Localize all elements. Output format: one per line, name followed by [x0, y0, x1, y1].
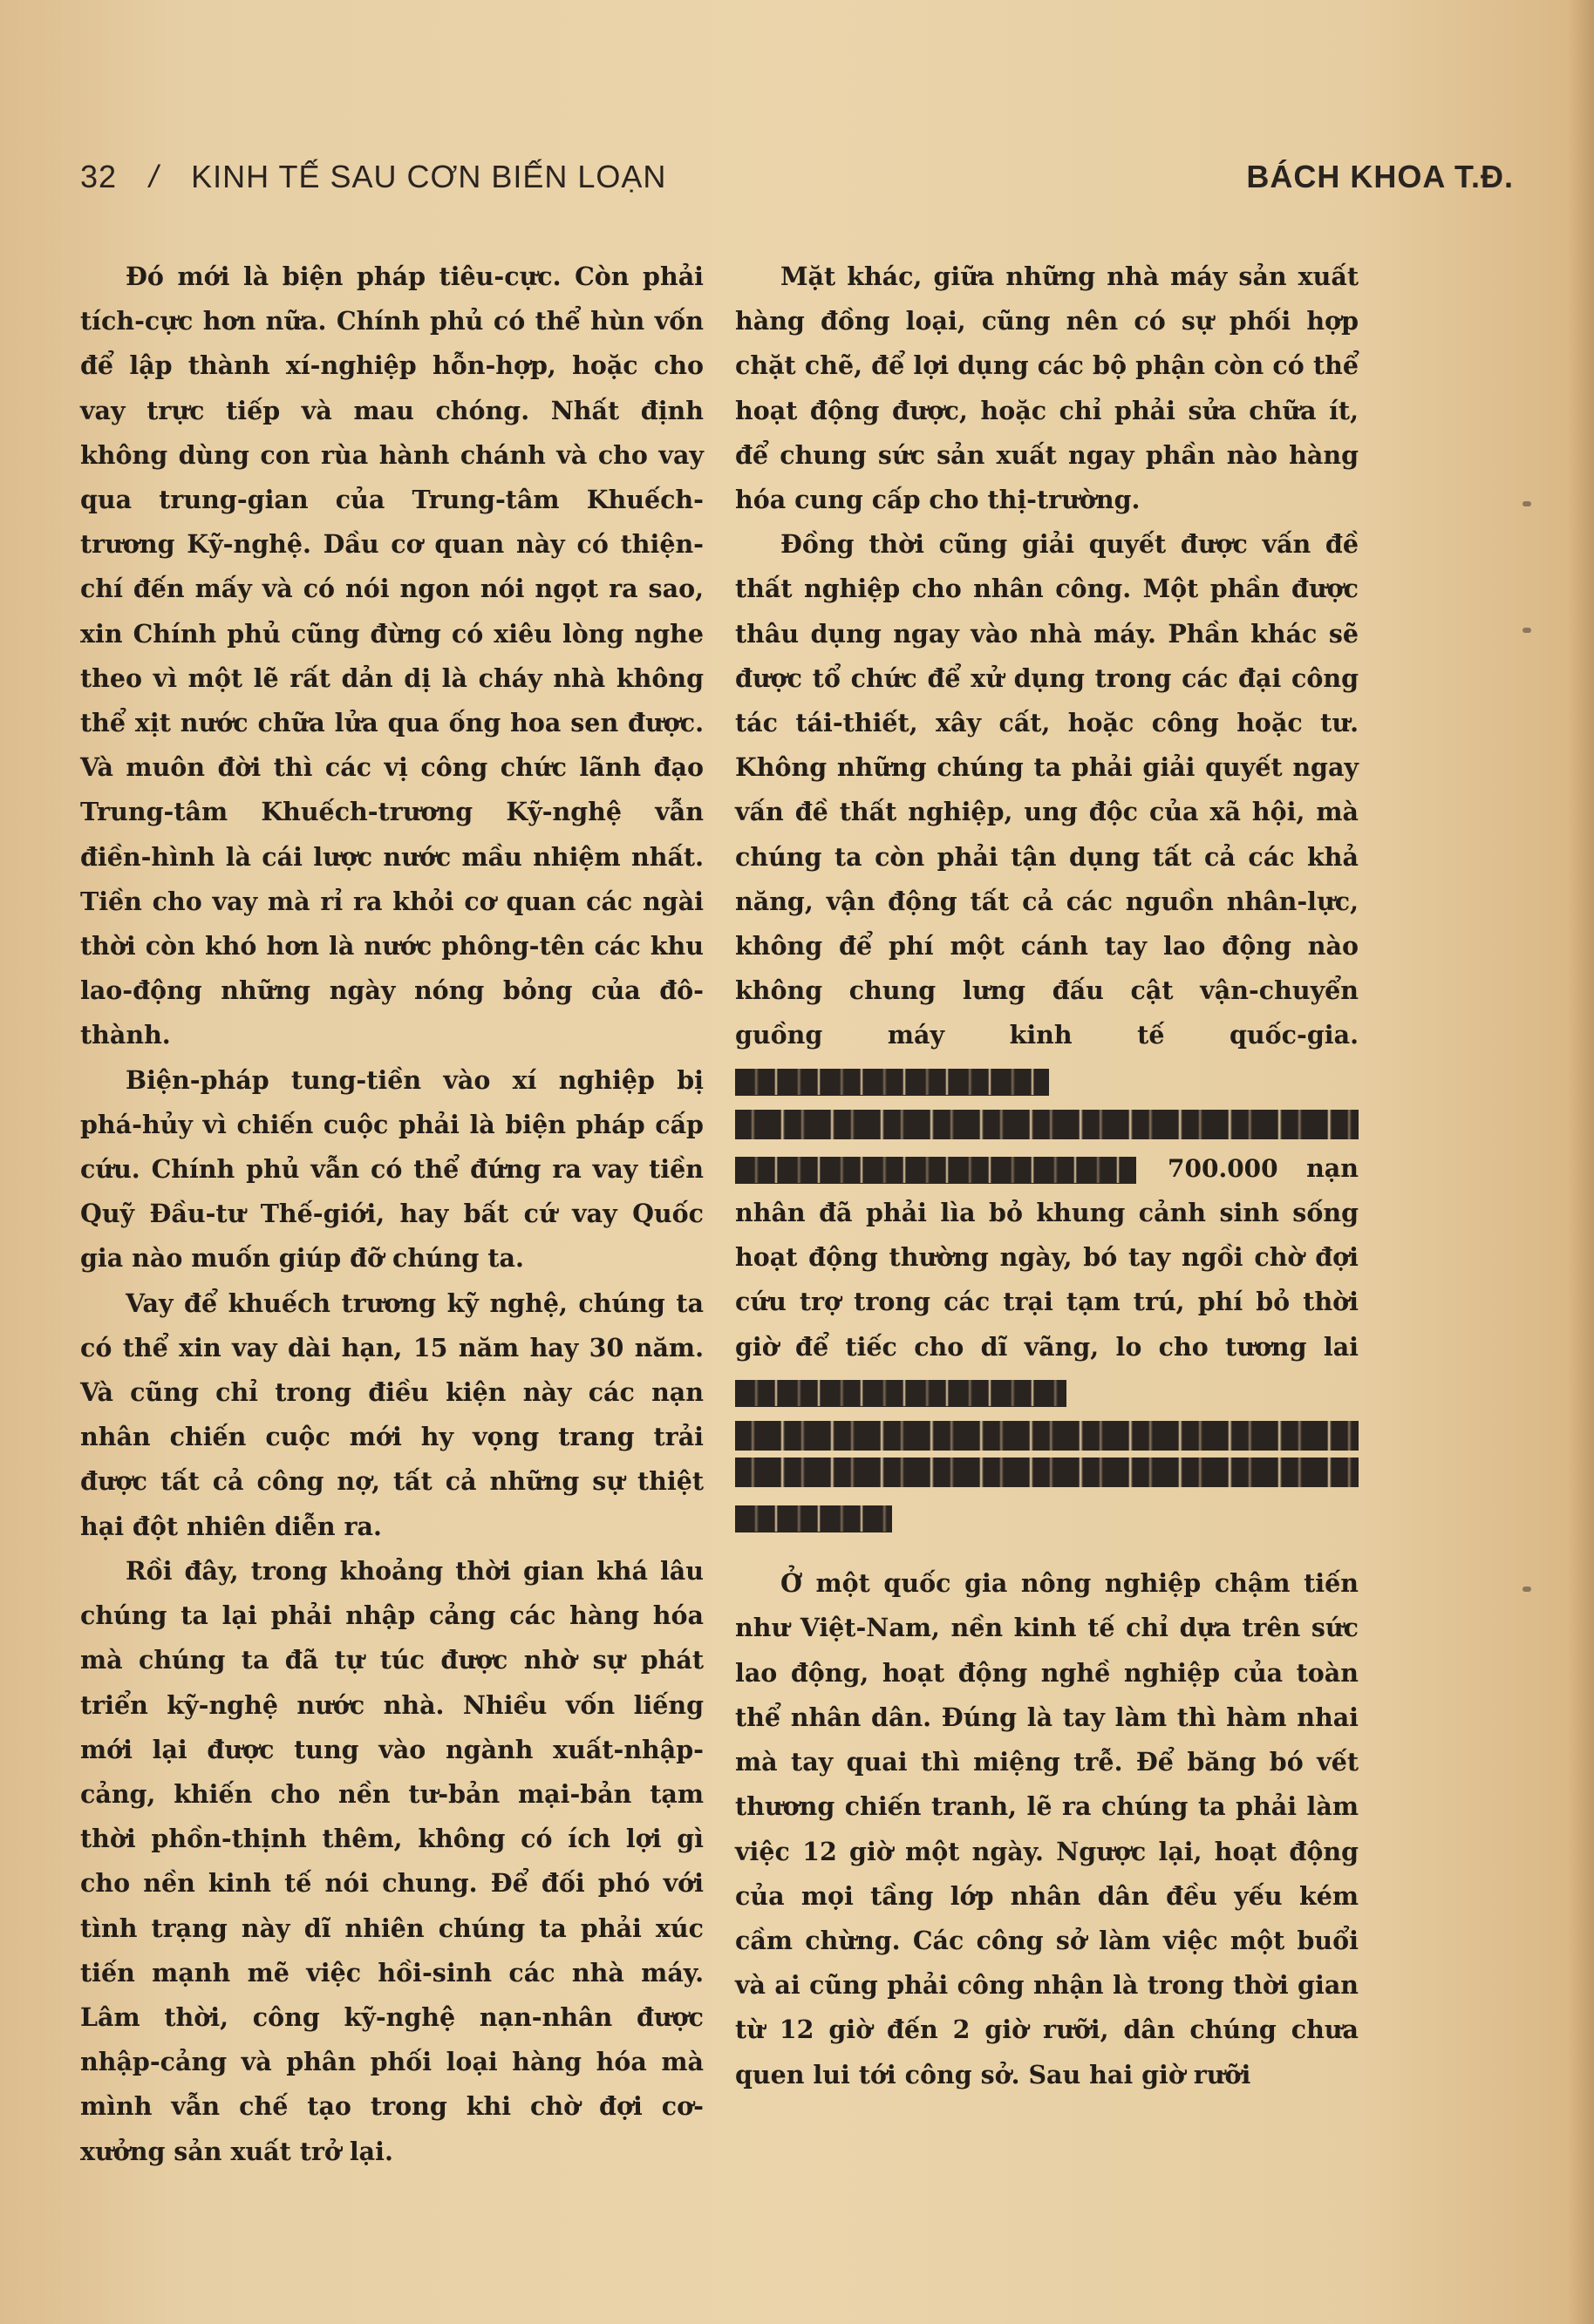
- publication-name: BÁCH KHOA T.Đ.: [1246, 159, 1514, 194]
- censored-block: [735, 1458, 1359, 1487]
- article-title: KINH TẾ SAU CƠN BIẾN LOẠN: [191, 159, 667, 194]
- page-number: 32: [80, 159, 118, 194]
- right-column: [735, 255, 1359, 2097]
- paragraph: Đó mới là biện pháp tiêu-cực. Còn phải tích-cực hơn nữa. Chính phủ có thể hùn vốn để lập thành xí-nghiệp hỗn-hợp, hoặc cho vay trực tiếp và mau chóng. Nhất định không dùng con rùa hành chánh và cho vay qua trung-gian của Trung-tâm Khuếch-trương Kỹ-nghệ. Dầu cơ quan này có thiện-chí đến mấy và có nói ngon nói ngọt ra sao, xin Chính phủ cũng đừng có xiêu lòng nghe theo vì một lẽ rất dản dị là cháy nhà không thể xịt nước chữa lửa qua ống hoa sen được. Và muôn đời thì các vị công chức lãnh đạo Trung-tâm Khuếch-trương Kỹ-nghệ vẫn điền-hình là cái lược nước mầu nhiệm nhất. Tiền cho vay mà rỉ ra khỏi cơ quan các ngài thời còn khó hơn là nước phông-tên các khu lao-động những ngày nóng bỏng của đô-thành.: [80, 262, 704, 1050]
- left-column: [80, 255, 704, 2174]
- paragraph: Rồi đây, trong khoảng thời gian khá lâu chúng ta lại phải nhập cảng các hàng hóa mà chúng ta đã tự túc được nhờ sự phát triển kỹ-nghệ nước nhà. Nhiều vốn liếng mới lại được tung vào ngành xuất-nhập-cảng, khiến cho nền tư-bản mại-bản tạm thời phồn-thịnh thêm, không có ích lợi gì cho nền kinh tế nói chung. Để đối phó với tình trạng này dĩ nhiên chúng ta phải xúc tiến mạnh mẽ việc hồi-sinh các nhà máy. Lâm thời, công kỹ-nghệ nạn-nhân được nhập-cảng và phân phối loại hàng hóa mà mình vẫn chế tạo trong khi chờ đợi cơ-xưởng sản xuất trở lại.: [80, 1555, 704, 2166]
- count-figure: 700.000: [1168, 1153, 1278, 1183]
- page-header: [80, 159, 1514, 211]
- paper-speck: [1522, 1587, 1531, 1592]
- censored-block: [735, 1505, 892, 1532]
- header-left: [80, 159, 666, 195]
- censored-block: [735, 1069, 1049, 1095]
- censored-block: [735, 1380, 1066, 1406]
- censored-block: [735, 1110, 1359, 1139]
- paragraph: Biện-pháp tung-tiền vào xí nghiệp bị phá-hủy vì chiến cuộc phải là biện pháp cấp cứu. Chính phủ vẫn có thể đứng ra vay tiền Quỹ Đầu-tư Thế-giới, hay bất cứ vay Quốc gia nào muốn giúp đỡ chúng ta.: [80, 1064, 704, 1274]
- paragraph: Vay để khuếch trương kỹ nghệ, chúng ta có thể xin vay dài hạn, 15 năm hay 30 năm. Và cũng chỉ trong điều kiện này các nạn nhân chiến cuộc mới hy vọng trang trải được tất cả công nợ, tất cả những sự thiệt hại đột nhiên diễn ra.: [80, 1288, 704, 1541]
- paper-speck: [1522, 501, 1531, 506]
- paragraph: Mặt khác, giữa những nhà máy sản xuất hàng đồng loại, cũng nên có sự phối hợp chặt chẽ, để lợi dụng các bộ phận còn có thể hoạt động được, hoặc chỉ phải sửa chữa ít, để chung sức sản xuất ngay phần nào hàng hóa cung cấp cho thị-trường.: [735, 262, 1359, 515]
- censored-block: [735, 1421, 1359, 1451]
- paragraph: Đồng thời cũng giải quyết được vấn đề thất nghiệp cho nhân công. Một phần được thâu dụng ngay vào nhà máy. Phần khác sẽ được tổ chức để xử dụng trong các đại công tác tái-thiết, xây cất, hoặc công hoặc tư. Không những chúng ta phải giải quyết ngay vấn đề thất nghiệp, ung độc của xã hội, mà chúng ta còn phải tận dụng tất cả các khả năng, vận động tất cả các nguồn nhân-lực, không để phí một cánh tay lao động nào không chung lưng đấu cật vận-chuyển guồng máy kinh tế quốc-gia. 700.000 nạn nhân đã phải lìa bỏ khung cảnh sinh sống hoạt động thường ngày, bó tay ngồi chờ đợi cứu trợ trong các trại tạm trú, phí bỏ thời giờ để tiếc cho dĩ vãng, lo cho tương lai: [735, 522, 1359, 1539]
- censored-block: [735, 1157, 1136, 1183]
- paragraph: Ở một quốc gia nông nghiệp chậm tiến như Việt-Nam, nền kinh tế chỉ dựa trên sức lao động, hoạt động nghề nghiệp của toàn thể nhân dân. Đúng là tay làm thì hàm nhai mà tay quai thì miệng trễ. Để băng bó vết thương chiến tranh, lẽ ra chúng ta phải làm việc 12 giờ một ngày. Ngược lại, hoạt động của mọi tầng lớp nhân dân đều yếu kém cầm chừng. Các công sở làm việc một buổi và ai cũng phải công nhận là trong thời gian từ 12 giờ đến 2 giờ rưỡi, dân chúng chưa quen lui tới công sở. Sau hai giờ rưỡi: [735, 1568, 1359, 2090]
- paper-speck: [1522, 628, 1531, 633]
- header-separator: /: [149, 159, 160, 194]
